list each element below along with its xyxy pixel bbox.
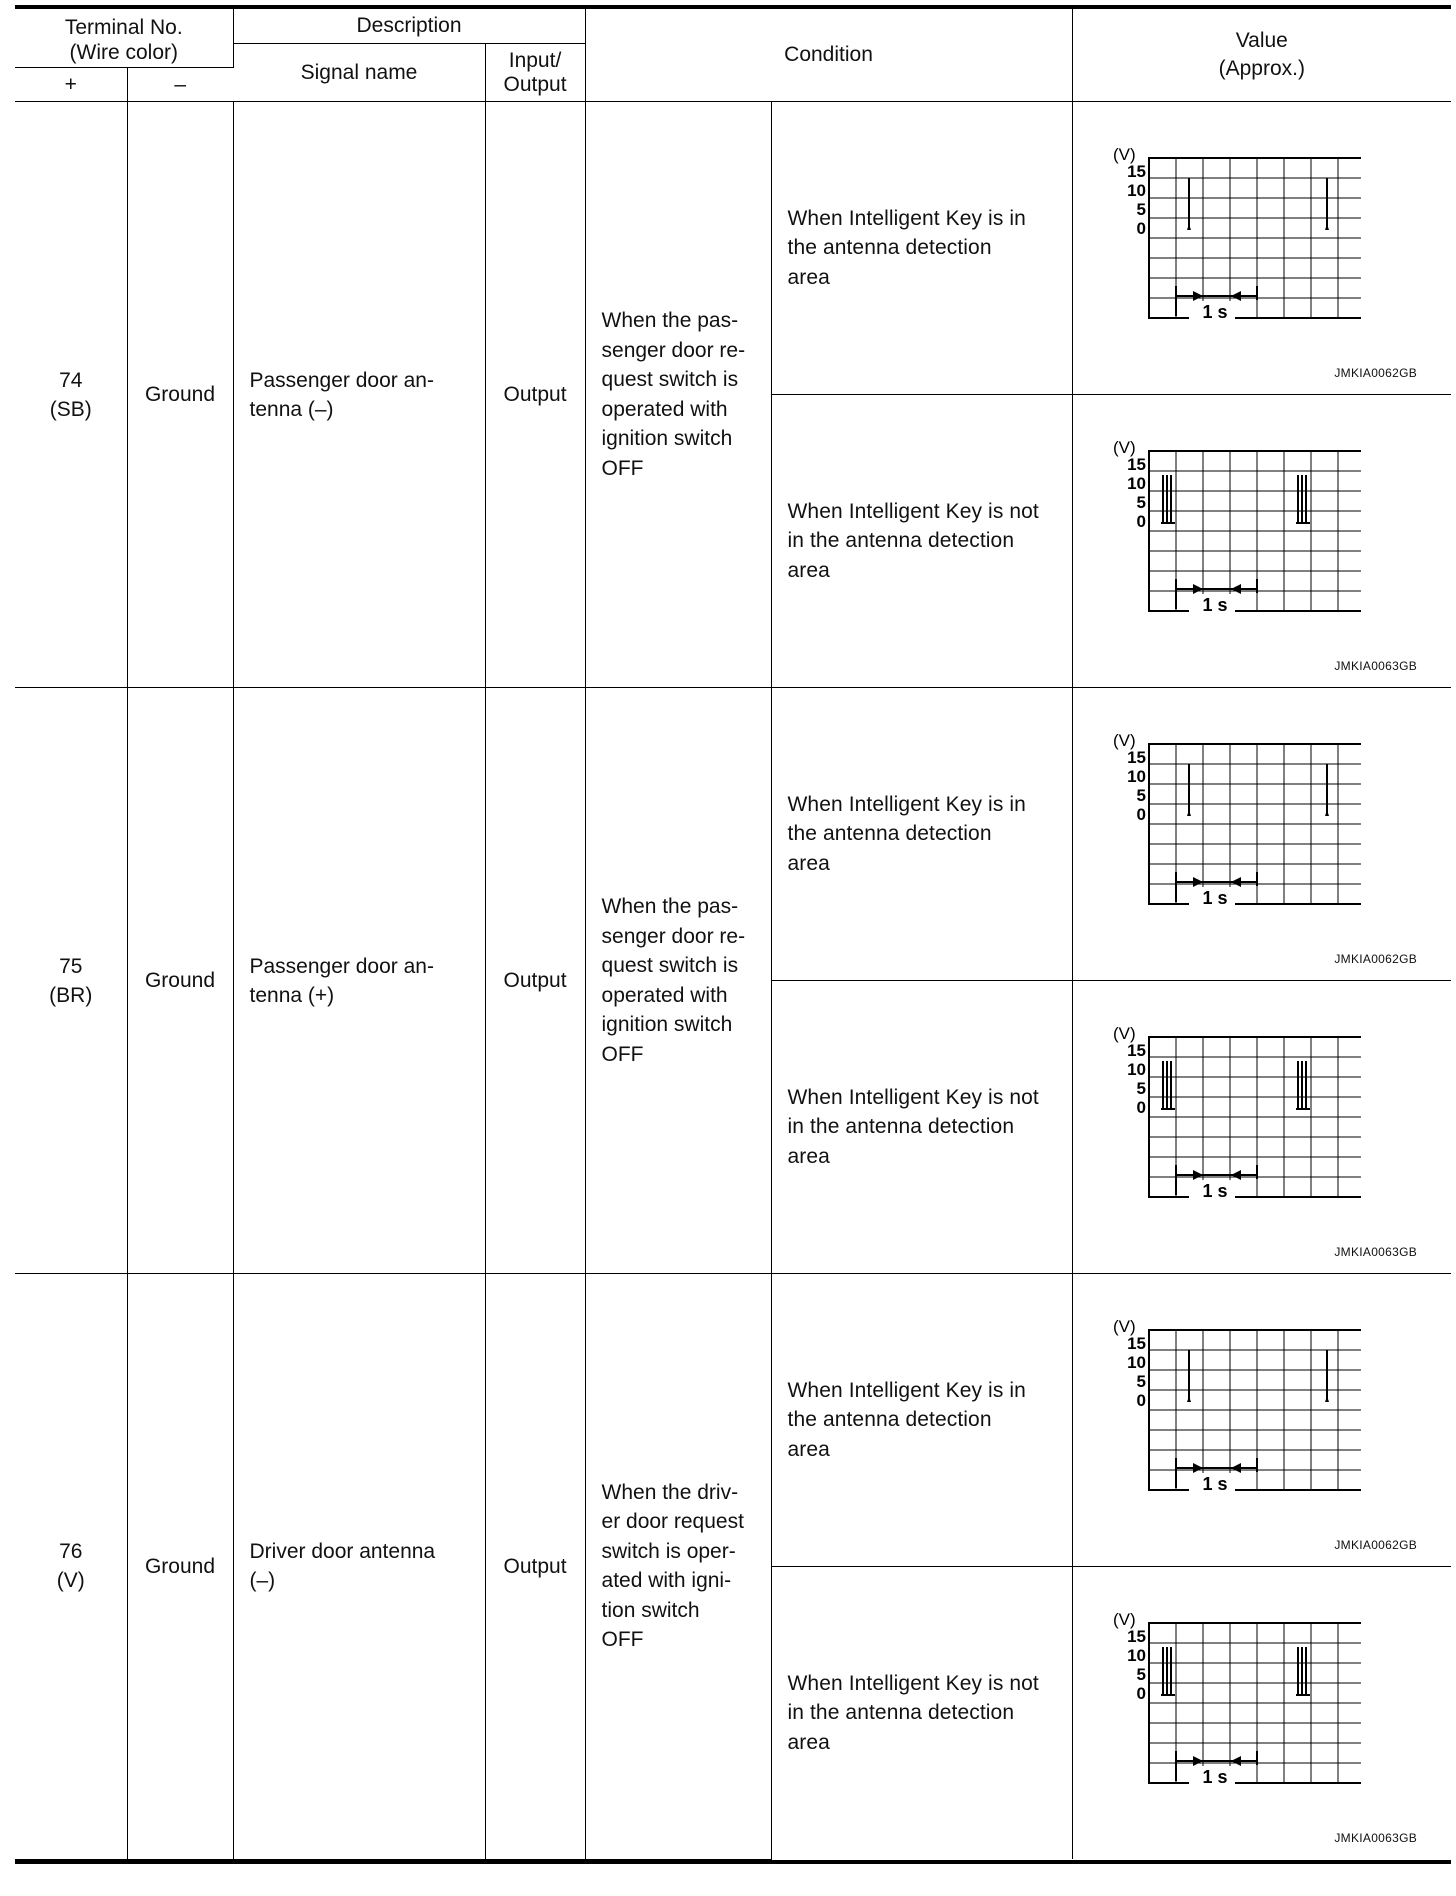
- figure-code: JMKIA0062GB: [1334, 952, 1418, 966]
- subcondition-line: area: [787, 1144, 830, 1168]
- axis-unit-label: (V): [1112, 734, 1136, 750]
- subcondition-line: area: [787, 1437, 830, 1461]
- value-cell: [1072, 688, 1451, 981]
- subcondition-cell: [771, 981, 1072, 1274]
- condition-line: When the pas-: [601, 309, 739, 332]
- condition-line: OFF: [601, 1042, 644, 1066]
- header-description: Description: [233, 9, 585, 44]
- io-cell: [485, 102, 585, 688]
- header-io-line1: Input/: [508, 48, 562, 72]
- header-value: [1072, 9, 1451, 102]
- condition-line: quest switch is: [601, 954, 739, 977]
- arrow-right-icon: [1193, 291, 1203, 301]
- condition-line: When the pas-: [601, 895, 739, 918]
- oscilloscope-figure: [1113, 734, 1361, 910]
- condition-line: ated with igni-: [601, 1569, 732, 1593]
- arrow-right-icon: [1193, 1756, 1203, 1766]
- subcondition-line: When Intelligent Key is in: [787, 792, 1026, 816]
- axis-unit-label: (V): [1112, 148, 1136, 164]
- axis-unit-label: (V): [1112, 1027, 1136, 1043]
- condition-line: switch is oper-: [601, 1539, 736, 1563]
- table-row: [15, 688, 1451, 981]
- subcondition-cell: [771, 102, 1072, 395]
- ground-label: Ground: [144, 383, 216, 406]
- signal-name-cell: [233, 102, 485, 688]
- condition-cell: [585, 1274, 771, 1860]
- terminal-table: [15, 9, 1451, 1860]
- y-tick-label: 5: [1136, 493, 1146, 512]
- oscilloscope-figure: [1113, 1613, 1361, 1789]
- condition-line: ignition switch: [601, 427, 733, 450]
- waveform-graph: [1113, 1613, 1361, 1789]
- arrow-left-icon: [1231, 1756, 1241, 1766]
- header-signal-name: Signal name: [233, 44, 485, 102]
- condition-cell: [585, 688, 771, 1274]
- y-tick-label: 0: [1136, 805, 1146, 824]
- terminal-number: 74: [59, 368, 83, 392]
- subcondition-line: area: [787, 1730, 830, 1754]
- time-scale-label: 1 s: [1202, 888, 1228, 908]
- time-scale-label: 1 s: [1202, 1767, 1228, 1787]
- oscilloscope-figure: [1113, 1320, 1361, 1496]
- subcondition-line: When Intelligent Key is not: [787, 1671, 1039, 1695]
- condition-line: OFF: [601, 456, 644, 480]
- condition-line: OFF: [601, 1628, 644, 1652]
- oscilloscope-figure: [1113, 148, 1361, 324]
- y-tick-label: 0: [1136, 1684, 1146, 1703]
- subcondition-line: the antenna detection: [787, 1408, 992, 1432]
- waveform-graph: [1113, 441, 1361, 617]
- condition-line: senger door re-: [601, 338, 746, 362]
- value-cell: [1072, 1567, 1451, 1860]
- y-tick-label: 10: [1126, 1646, 1146, 1665]
- ground-label: Ground: [144, 1554, 216, 1578]
- condition-line: er door request: [601, 1510, 744, 1534]
- subcondition-line: When Intelligent Key is not: [787, 499, 1039, 523]
- axis-unit-label: (V): [1112, 1613, 1136, 1629]
- subcondition-line: area: [787, 265, 830, 289]
- value-cell: [1072, 981, 1451, 1274]
- condition-line: operated with: [601, 983, 728, 1007]
- waveform-graph: [1113, 148, 1361, 324]
- ground-cell: [127, 102, 233, 688]
- arrow-right-icon: [1193, 1463, 1203, 1473]
- arrow-right-icon: [1193, 584, 1203, 594]
- terminal-table-sheet: [15, 5, 1451, 1864]
- header-terminal-no-label: Terminal No.: [64, 16, 183, 39]
- signal-name-line1: Passenger door an-: [249, 368, 434, 392]
- y-tick-label: 10: [1126, 474, 1146, 493]
- io-label: Output: [503, 969, 567, 992]
- arrow-right-icon: [1193, 1170, 1203, 1180]
- subcondition-cell: [771, 688, 1072, 981]
- arrow-left-icon: [1231, 291, 1241, 301]
- arrow-left-icon: [1231, 1170, 1241, 1180]
- subcondition-cell: [771, 395, 1072, 688]
- subcondition-line: When Intelligent Key is not: [787, 1085, 1039, 1109]
- signal-name-line1: Passenger door an-: [249, 954, 434, 978]
- header-condition: Condition: [585, 9, 1072, 102]
- time-scale-label: 1 s: [1202, 302, 1228, 322]
- value-cell: [1072, 395, 1451, 688]
- condition-line: ignition switch: [601, 1013, 733, 1036]
- signal-name-line2: tenna (+): [249, 983, 335, 1007]
- y-tick-label: 15: [1126, 1627, 1146, 1646]
- y-tick-label: 5: [1136, 200, 1146, 219]
- condition-cell: [585, 102, 771, 688]
- table-row: [15, 102, 1451, 395]
- subcondition-line: in the antenna detection: [787, 529, 1015, 553]
- wire-color: (V): [56, 1569, 85, 1593]
- figure-code: JMKIA0063GB: [1334, 1245, 1418, 1259]
- time-scale-label: 1 s: [1202, 1474, 1228, 1494]
- header-io-line2: Output: [503, 72, 567, 96]
- oscilloscope-figure: [1113, 441, 1361, 617]
- y-tick-label: 15: [1126, 455, 1146, 474]
- arrow-left-icon: [1231, 1463, 1241, 1473]
- subcondition-line: in the antenna detection: [787, 1701, 1015, 1725]
- subcondition-line: area: [787, 851, 830, 875]
- terminal-number: 75: [59, 954, 83, 978]
- time-scale-label: 1 s: [1202, 595, 1228, 615]
- figure-code: JMKIA0062GB: [1334, 1538, 1418, 1552]
- signal-name-line2: tenna (–): [249, 397, 334, 421]
- axis-unit-label: (V): [1112, 441, 1136, 457]
- terminal-cell: [15, 688, 127, 1274]
- y-tick-label: 15: [1126, 162, 1146, 181]
- arrow-left-icon: [1231, 584, 1241, 594]
- y-tick-label: 5: [1136, 1079, 1146, 1098]
- condition-line: tion switch: [601, 1598, 700, 1622]
- io-label: Output: [503, 383, 567, 406]
- y-tick-label: 15: [1126, 1041, 1146, 1060]
- signal-name-cell: [233, 688, 485, 1274]
- subcondition-line: in the antenna detection: [787, 1115, 1015, 1139]
- arrow-left-icon: [1231, 877, 1241, 887]
- header-input-output: [485, 44, 585, 102]
- subcondition-cell: [771, 1567, 1072, 1860]
- oscilloscope-figure: [1113, 1027, 1361, 1203]
- condition-line: When the driv-: [601, 1480, 739, 1504]
- signal-name-cell: [233, 1274, 485, 1860]
- y-tick-label: 10: [1126, 1353, 1146, 1372]
- subcondition-line: area: [787, 558, 830, 582]
- y-tick-label: 15: [1126, 1334, 1146, 1353]
- header-plus: +: [15, 68, 127, 102]
- ground-cell: [127, 1274, 233, 1860]
- figure-code: JMKIA0063GB: [1334, 1831, 1418, 1845]
- table-row: [15, 1274, 1451, 1567]
- y-tick-label: 0: [1136, 219, 1146, 238]
- y-tick-label: 10: [1126, 767, 1146, 786]
- y-tick-label: 0: [1136, 1098, 1146, 1117]
- condition-line: quest switch is: [601, 368, 739, 391]
- condition-line: senger door re-: [601, 924, 746, 948]
- header-value-label: Value: [1235, 29, 1288, 52]
- terminal-cell: [15, 102, 127, 688]
- y-tick-label: 10: [1126, 181, 1146, 200]
- subcondition-line: When Intelligent Key is in: [787, 206, 1026, 230]
- header-approx-label: (Approx.): [1218, 57, 1305, 80]
- subcondition-line: When Intelligent Key is in: [787, 1378, 1026, 1402]
- y-tick-label: 0: [1136, 512, 1146, 531]
- terminal-cell: [15, 1274, 127, 1860]
- subcondition-line: the antenna detection: [787, 236, 992, 260]
- waveform-graph: [1113, 1027, 1361, 1203]
- y-tick-label: 10: [1126, 1060, 1146, 1079]
- ground-cell: [127, 688, 233, 1274]
- header-terminal-no: [15, 9, 233, 68]
- header-wire-color-label: (Wire color): [69, 41, 178, 64]
- value-cell: [1072, 102, 1451, 395]
- value-cell: [1072, 1274, 1451, 1567]
- waveform-graph: [1113, 734, 1361, 910]
- figure-code: JMKIA0062GB: [1334, 366, 1418, 380]
- y-tick-label: 5: [1136, 1372, 1146, 1391]
- terminal-number: 76: [59, 1540, 83, 1564]
- y-tick-label: 0: [1136, 1391, 1146, 1410]
- arrow-right-icon: [1193, 877, 1203, 887]
- signal-name-line1: Driver door antenna: [249, 1540, 436, 1564]
- axis-unit-label: (V): [1112, 1320, 1136, 1336]
- y-tick-label: 5: [1136, 1665, 1146, 1684]
- y-tick-label: 15: [1126, 748, 1146, 767]
- wire-color: (SB): [49, 397, 92, 421]
- condition-line: operated with: [601, 397, 728, 421]
- y-tick-label: 5: [1136, 786, 1146, 805]
- header-minus: –: [127, 68, 233, 102]
- io-cell: [485, 1274, 585, 1860]
- subcondition-cell: [771, 1274, 1072, 1567]
- wire-color: (BR): [49, 983, 93, 1007]
- io-cell: [485, 688, 585, 1274]
- time-scale-label: 1 s: [1202, 1181, 1228, 1201]
- ground-label: Ground: [144, 969, 216, 992]
- subcondition-line: the antenna detection: [787, 822, 992, 846]
- signal-name-line2: (–): [249, 1569, 276, 1593]
- figure-code: JMKIA0063GB: [1334, 659, 1418, 673]
- waveform-graph: [1113, 1320, 1361, 1496]
- io-label: Output: [503, 1554, 567, 1578]
